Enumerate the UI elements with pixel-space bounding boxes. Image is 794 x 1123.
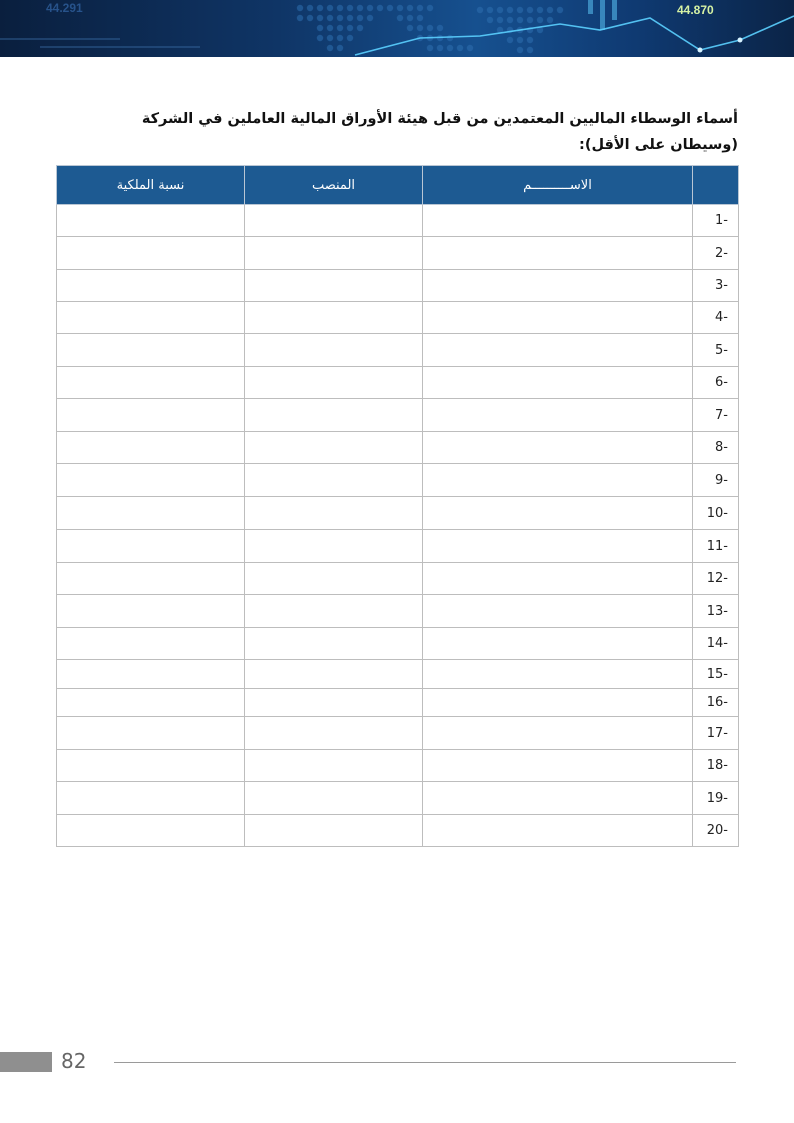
table-row	[57, 399, 739, 432]
ownership-cell[interactable]	[57, 660, 245, 689]
table-header-row	[57, 166, 739, 205]
table-row	[57, 432, 739, 464]
table-row	[57, 237, 739, 270]
name-cell[interactable]	[423, 717, 693, 750]
name-cell[interactable]	[423, 563, 693, 595]
ownership-cell[interactable]	[57, 399, 245, 432]
table-row	[57, 595, 739, 628]
header-banner	[0, 0, 794, 57]
row-number: 15-	[693, 660, 739, 689]
position-cell[interactable]	[245, 782, 423, 815]
row-number: 20-	[693, 815, 739, 847]
footer-divider	[114, 1062, 736, 1063]
row-number: 14-	[693, 628, 739, 660]
position-cell[interactable]	[245, 367, 423, 399]
row-number: 10-	[693, 497, 739, 530]
stock-graphic	[0, 0, 794, 57]
position-cell[interactable]	[245, 750, 423, 782]
name-cell[interactable]	[423, 595, 693, 628]
ownership-cell[interactable]	[57, 464, 245, 497]
position-cell[interactable]	[245, 660, 423, 689]
name-cell[interactable]	[423, 432, 693, 464]
name-cell[interactable]	[423, 237, 693, 270]
table-row	[57, 302, 739, 334]
ownership-cell[interactable]	[57, 530, 245, 563]
table-row	[57, 530, 739, 563]
name-cell[interactable]	[423, 464, 693, 497]
column-header-number	[693, 166, 739, 205]
brokers-table	[56, 165, 739, 847]
table-row	[57, 497, 739, 530]
name-cell[interactable]	[423, 782, 693, 815]
ownership-cell[interactable]	[57, 367, 245, 399]
table-row	[57, 563, 739, 595]
row-number: 13-	[693, 595, 739, 628]
name-cell[interactable]	[423, 270, 693, 302]
ownership-cell[interactable]	[57, 689, 245, 717]
footer-bar	[0, 1052, 52, 1072]
row-number: 17-	[693, 717, 739, 750]
ownership-cell[interactable]	[57, 432, 245, 464]
name-cell[interactable]	[423, 399, 693, 432]
position-cell[interactable]	[245, 628, 423, 660]
table-row	[57, 205, 739, 237]
column-header-name: الاســــــــــم	[423, 166, 693, 205]
position-cell[interactable]	[245, 530, 423, 563]
table-row	[57, 367, 739, 399]
name-cell[interactable]	[423, 750, 693, 782]
row-number: 8-	[693, 432, 739, 464]
row-number: 6-	[693, 367, 739, 399]
table-row	[57, 750, 739, 782]
ownership-cell[interactable]	[57, 717, 245, 750]
table-row	[57, 270, 739, 302]
table-row	[57, 815, 739, 847]
ownership-cell[interactable]	[57, 497, 245, 530]
table-row	[57, 717, 739, 750]
ownership-cell[interactable]	[57, 815, 245, 847]
position-cell[interactable]	[245, 563, 423, 595]
column-header-position: المنصب	[245, 166, 423, 205]
row-number: 9-	[693, 464, 739, 497]
row-number: 5-	[693, 334, 739, 367]
name-cell[interactable]	[423, 660, 693, 689]
name-cell[interactable]	[423, 302, 693, 334]
position-cell[interactable]	[245, 717, 423, 750]
position-cell[interactable]	[245, 302, 423, 334]
page-number: 82	[61, 1049, 87, 1073]
table-row	[57, 334, 739, 367]
heading-line-2: (وسيطان على الأقل):	[579, 137, 738, 153]
name-cell[interactable]	[423, 530, 693, 563]
row-number: 3-	[693, 270, 739, 302]
column-header-ownership: نسبة الملكية	[57, 166, 245, 205]
table-row	[57, 689, 739, 717]
ownership-cell[interactable]	[57, 628, 245, 660]
ownership-cell[interactable]	[57, 563, 245, 595]
row-number: 11-	[693, 530, 739, 563]
ownership-cell[interactable]	[57, 750, 245, 782]
ticker-value-right: 44.870	[677, 3, 714, 17]
row-number: 16-	[693, 689, 739, 717]
position-cell[interactable]	[245, 815, 423, 847]
name-cell[interactable]	[423, 497, 693, 530]
row-number: 1-	[693, 205, 739, 237]
row-number: 4-	[693, 302, 739, 334]
position-cell[interactable]	[245, 595, 423, 628]
position-cell[interactable]	[245, 432, 423, 464]
position-cell[interactable]	[245, 205, 423, 237]
row-number: 2-	[693, 237, 739, 270]
table-row	[57, 628, 739, 660]
row-number: 7-	[693, 399, 739, 432]
row-number: 18-	[693, 750, 739, 782]
name-cell[interactable]	[423, 628, 693, 660]
position-cell[interactable]	[245, 334, 423, 367]
heading-line-1: أسماء الوسطاء الماليين المعتمدين من قبل هيئة الأوراق المالية العاملين في الشركة	[141, 111, 738, 127]
position-cell[interactable]	[245, 237, 423, 270]
name-cell[interactable]	[423, 205, 693, 237]
ownership-cell[interactable]	[57, 334, 245, 367]
name-cell[interactable]	[423, 689, 693, 717]
section-heading	[48, 106, 738, 158]
name-cell[interactable]	[423, 367, 693, 399]
ticker-value-left: 44.291	[46, 1, 83, 15]
ownership-cell[interactable]	[57, 302, 245, 334]
table-row	[57, 464, 739, 497]
position-cell[interactable]	[245, 270, 423, 302]
ownership-cell[interactable]	[57, 782, 245, 815]
name-cell[interactable]	[423, 334, 693, 367]
ownership-cell[interactable]	[57, 270, 245, 302]
position-cell[interactable]	[245, 689, 423, 717]
ownership-cell[interactable]	[57, 595, 245, 628]
position-cell[interactable]	[245, 464, 423, 497]
row-number: 12-	[693, 563, 739, 595]
position-cell[interactable]	[245, 399, 423, 432]
row-number: 19-	[693, 782, 739, 815]
ownership-cell[interactable]	[57, 237, 245, 270]
ownership-cell[interactable]	[57, 205, 245, 237]
table-row	[57, 660, 739, 689]
table-row	[57, 782, 739, 815]
position-cell[interactable]	[245, 497, 423, 530]
name-cell[interactable]	[423, 815, 693, 847]
